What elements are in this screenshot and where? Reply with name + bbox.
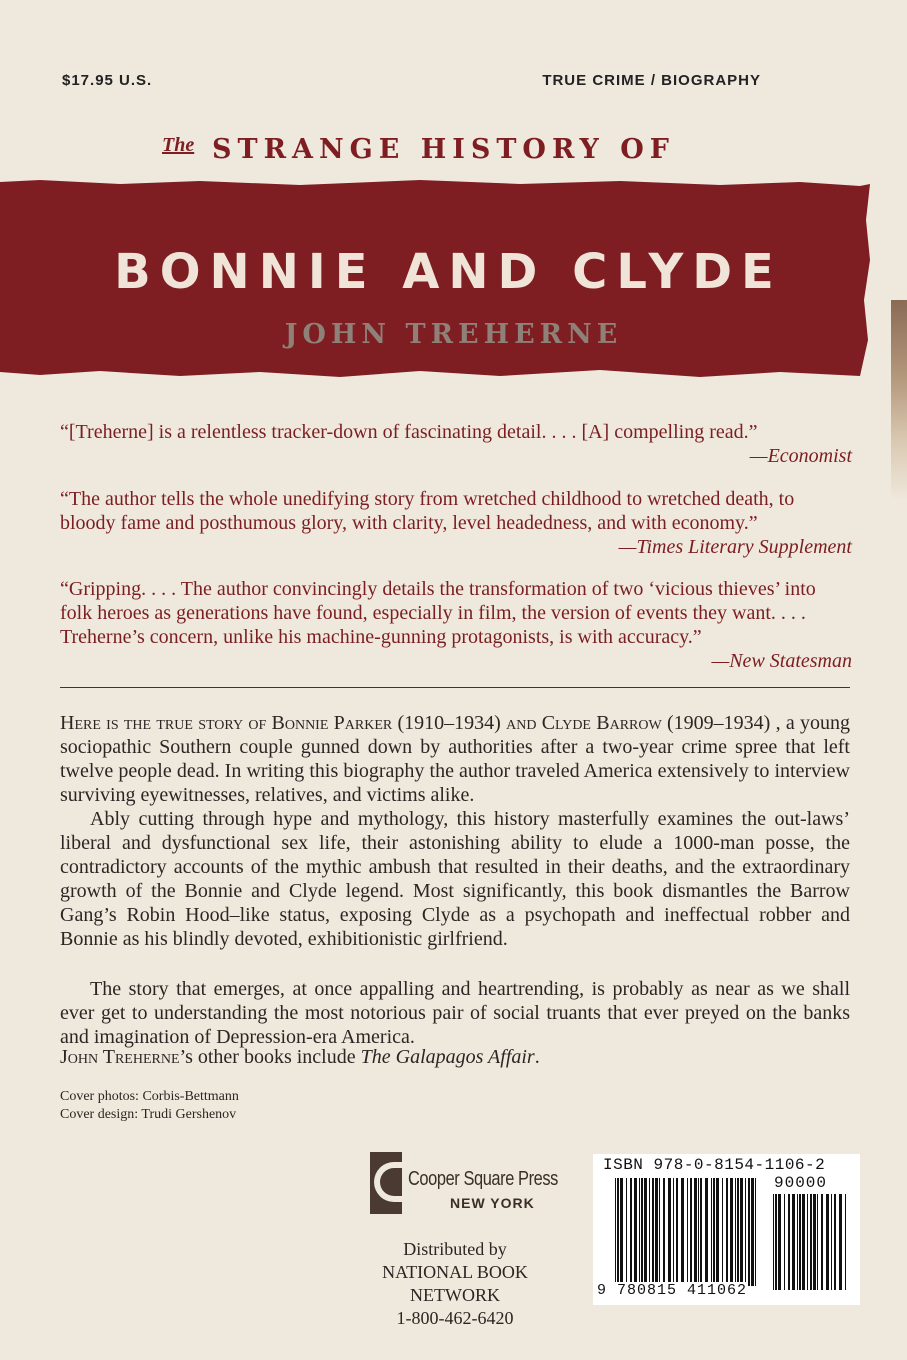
barcode-bar bbox=[802, 1194, 805, 1290]
barcode-bar bbox=[817, 1194, 818, 1290]
paragraph-text: (1909–1934) , a young sociopathic Southern couple gunned down by authorities after a two-year crime spree that left twelve people dead. In writing this biography the author traveled America extensively to interview surviving eyewitnesses, relatives, and victims alike. bbox=[60, 712, 850, 806]
distributor-name-2: NETWORK bbox=[410, 1285, 500, 1305]
publisher-city: NEW YORK bbox=[450, 1195, 535, 1211]
title-main: BONNIE AND CLYDE bbox=[114, 244, 783, 300]
barcode-bar bbox=[690, 1178, 692, 1286]
barcode-bar bbox=[617, 1178, 619, 1286]
barcode-bar bbox=[755, 1178, 756, 1286]
barcode-bar bbox=[821, 1194, 823, 1290]
barcode bbox=[593, 1154, 860, 1305]
description-paragraph-1 bbox=[60, 711, 850, 807]
barcode-bar bbox=[634, 1178, 637, 1286]
barcode-bar bbox=[705, 1178, 708, 1286]
barcode-bar bbox=[826, 1194, 829, 1290]
barcode-bar bbox=[663, 1178, 665, 1286]
isbn-text: ISBN 978-0-8154-1106-2 bbox=[603, 1156, 826, 1174]
barcode-bar bbox=[711, 1178, 712, 1286]
barcode-bar bbox=[655, 1178, 658, 1286]
barcode-bar bbox=[839, 1194, 842, 1290]
barcode-bar bbox=[797, 1194, 798, 1290]
barcode-bar bbox=[694, 1178, 697, 1286]
barcode-bar bbox=[649, 1178, 650, 1286]
barcode-bar bbox=[676, 1178, 678, 1286]
review-quote-3 bbox=[60, 577, 852, 673]
barcode-bar bbox=[668, 1178, 671, 1286]
barcode-bar bbox=[751, 1178, 754, 1286]
distributed-by: Distributed by bbox=[403, 1239, 507, 1259]
barcode-bar bbox=[740, 1178, 743, 1286]
price-label: $17.95 U.S. bbox=[62, 72, 153, 89]
barcode-bar bbox=[775, 1194, 777, 1290]
publisher-name: Cooper Square Press bbox=[408, 1168, 558, 1190]
author-name: JOHN TREHERNE bbox=[284, 319, 623, 350]
barcode-bar bbox=[735, 1178, 736, 1286]
author-ref: John Treherne bbox=[60, 1046, 180, 1068]
quote-source: —Economist bbox=[749, 445, 852, 467]
barcode-bar bbox=[807, 1194, 808, 1290]
review-quote-2 bbox=[60, 487, 852, 559]
barcode-bar bbox=[799, 1194, 801, 1290]
barcode-bar bbox=[716, 1178, 719, 1286]
barcode-bar bbox=[784, 1194, 785, 1290]
barcode-bar bbox=[831, 1194, 832, 1290]
barcode-bar bbox=[778, 1194, 781, 1290]
barcode-bar bbox=[687, 1178, 688, 1286]
price-code: 90000 bbox=[774, 1174, 828, 1192]
barcode-bar bbox=[713, 1178, 715, 1286]
other-books bbox=[60, 1045, 850, 1069]
ean-barcode-bars bbox=[615, 1178, 761, 1286]
barcode-bar bbox=[845, 1194, 846, 1290]
publisher-logo bbox=[370, 1152, 558, 1218]
barcode-bar bbox=[737, 1178, 739, 1286]
design-credit: Cover design: Trudi Gershenov bbox=[60, 1107, 237, 1122]
barcode-bar bbox=[722, 1178, 723, 1286]
description-paragraph-3: The story that emerges, at once appalling and heartrending, is probably as near as we shall ever get to understanding the most notorious pair of social truants that ever preyed on the banks and imagination of Depression-era America. bbox=[60, 978, 850, 1048]
barcode-bar bbox=[698, 1178, 699, 1286]
front-cover-edge bbox=[891, 300, 907, 500]
quote-text: “[Treherne] is a relentless tracker-down of fascinating detail. . . . [A] compelling read.” bbox=[60, 421, 758, 443]
quote-text: “The author tells the whole unedifying story from wretched childhood to wretched death, to bloody fame and posthumous glory, with clarity, level headedness, and with economy.” bbox=[60, 488, 795, 534]
ean-number: 9 780815 411062 bbox=[597, 1282, 748, 1299]
barcode-bar bbox=[615, 1178, 616, 1286]
bonnie-dates: (1910–1934) bbox=[392, 712, 507, 734]
title-the: The bbox=[162, 134, 195, 156]
quote-source: —New Statesman bbox=[711, 650, 852, 672]
title-strange-history: STRANGE HISTORY OF bbox=[212, 134, 675, 165]
other-books-text: ’s other books include bbox=[179, 1046, 361, 1068]
photo-credit: Cover photos: Corbis-Bettmann bbox=[60, 1089, 239, 1104]
barcode-bar bbox=[813, 1194, 816, 1290]
barcode-bar bbox=[673, 1178, 674, 1286]
barcode-bar bbox=[659, 1178, 660, 1286]
quote-text: “Gripping. . . . The author convincingly details the transformation of two ‘vicious thieves’ into folk heroes as generations have found, especially in film, the version of events they want. . . . Treherne’s concern, unlike his machine-gunning protagonists, is with accuracy.” bbox=[60, 578, 816, 648]
period: . bbox=[534, 1046, 540, 1068]
distribution-info bbox=[340, 1238, 570, 1330]
clyde-name: and Clyde Barrow bbox=[506, 712, 662, 734]
barcode-bar bbox=[730, 1178, 733, 1286]
distributor-phone: 1-800-462-6420 bbox=[396, 1308, 514, 1328]
category-label: TRUE CRIME / BIOGRAPHY bbox=[542, 72, 761, 89]
barcode-bar bbox=[630, 1178, 632, 1286]
cover-credits bbox=[60, 1088, 239, 1124]
barcode-bar bbox=[620, 1178, 623, 1286]
barcode-bar bbox=[773, 1194, 774, 1290]
addon-barcode-bars bbox=[773, 1194, 849, 1290]
barcode-bar bbox=[639, 1178, 640, 1286]
barcode-bar bbox=[748, 1178, 750, 1286]
barcode-bar bbox=[700, 1178, 702, 1286]
barcode-bar bbox=[792, 1194, 795, 1290]
barcode-bar bbox=[644, 1178, 647, 1286]
barcode-bar bbox=[641, 1178, 643, 1286]
quote-source: —Times Literary Supplement bbox=[618, 536, 852, 558]
divider bbox=[60, 687, 850, 688]
description-paragraph-2: Ably cutting through hype and mythology, this history masterfully examines the out-laws’ liberal and dysfunctional sex life, their astonishing ability to elude a 1000-man posse, the contradictory accounts of the mythic ambush that resulted in their deaths, and the extraordinary growth of the Bonnie and Clyde legend. Most significantly, this book dismantles the Barrow Gang’s Robin Hood–like status, exposing Clyde as a psychopath and ineffectual robber and Bonnie as his blindly devoted, exhibitionistic girlfriend. bbox=[60, 808, 850, 950]
barcode-bar bbox=[652, 1178, 654, 1286]
barcode-bar bbox=[810, 1194, 812, 1290]
barcode-bar bbox=[788, 1194, 790, 1290]
book-title: The Galapagos Affair bbox=[360, 1046, 535, 1068]
barcode-bar bbox=[745, 1178, 746, 1286]
barcode-bar bbox=[681, 1178, 684, 1286]
review-quote-1 bbox=[60, 420, 852, 468]
distributor-name-1: NATIONAL BOOK bbox=[382, 1262, 528, 1282]
barcode-bar bbox=[834, 1194, 836, 1290]
barcode-bar bbox=[626, 1178, 627, 1286]
lead-in: Here is the true story of Bonnie Parker bbox=[60, 712, 393, 734]
cooper-square-c-icon bbox=[370, 1152, 402, 1214]
barcode-bar bbox=[726, 1178, 728, 1286]
